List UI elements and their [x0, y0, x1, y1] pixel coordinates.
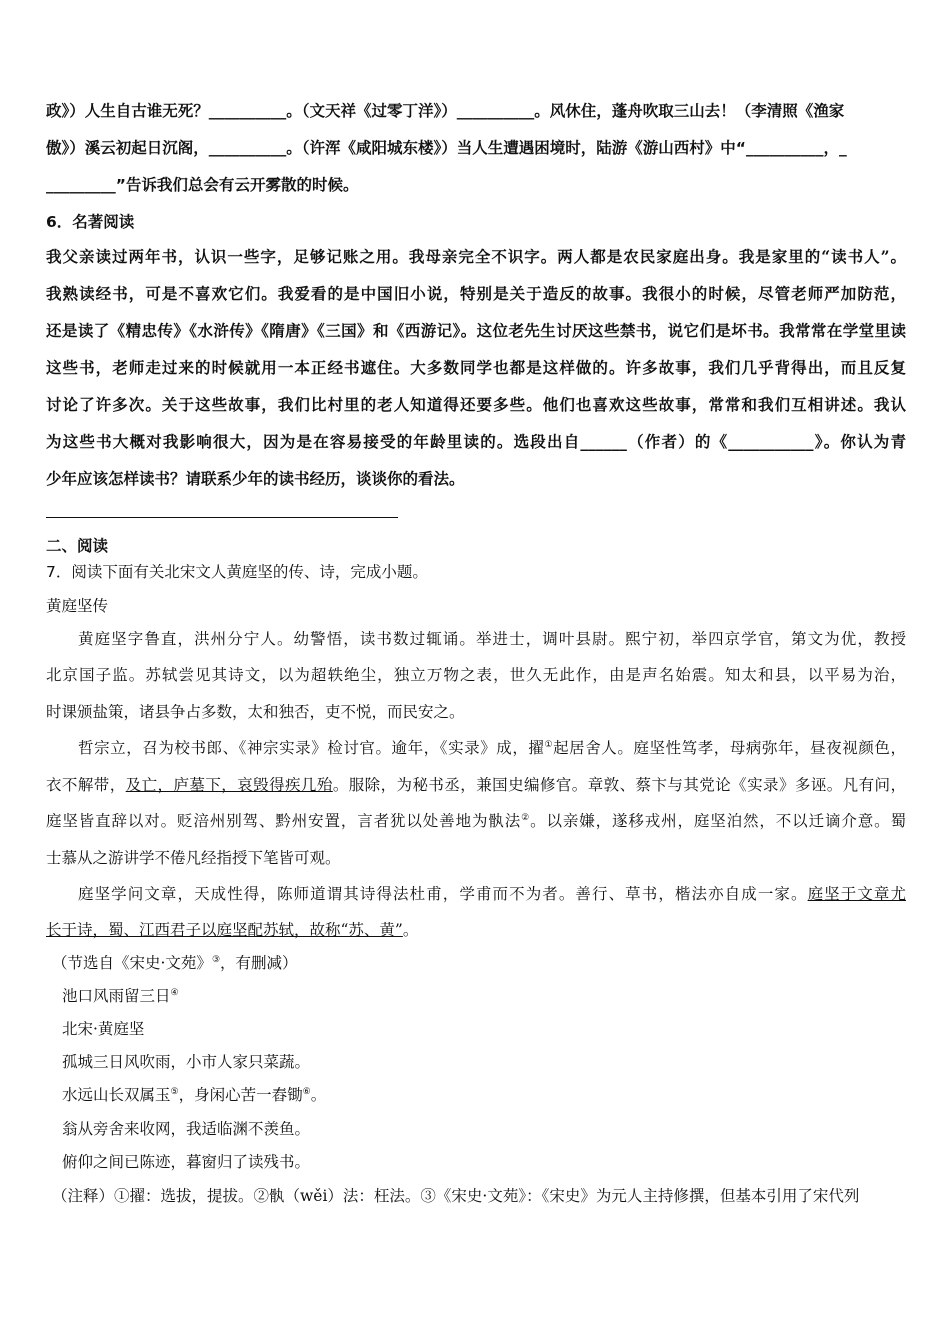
answer-line: [46, 517, 398, 518]
underlined-sentence-2b: 长于诗，蜀、江西君子以庭坚配苏轼，故称“苏、黄”: [46, 921, 403, 939]
poem-title: 池口风雨留三日④: [62, 987, 179, 1005]
q6-passage-line-1: 我父亲读过两年书，认识一些字，足够记账之用。我母亲完全不识字。两人都是农民家庭出身。我是家里的“读书人”。: [46, 247, 906, 266]
poem-fill-line-1: 政》）人生自古谁无死？__________。（文天祥《过零丁洋》）__________。风休住，蓬舟吹取三山去！（李清照《渔家: [46, 102, 845, 120]
bio-title: 黄庭坚传: [46, 597, 109, 615]
bio-p3-line-1: 庭坚学问文章，天成性得，陈师道谓其诗得法杜甫，学甫而不为者。善行、草书，楷法亦自成一家。庭坚于文章尤: [78, 885, 906, 903]
underlined-sentence-2a: 庭坚于文章尤: [807, 885, 906, 903]
q6-passage-line-2: 我熟读经书，可是不喜欢它们。我爱看的是中国旧小说，特别是关于造反的故事。我很小的时候，尽管老师严加防范，: [46, 284, 906, 303]
bio-p2-line-3: 庭坚皆直辞以对。贬涪州别驾、黔州安置，言者犹以处善地为骫法②。以亲嫌，遂移戎州，庭坚泊然，不以迁谪介意。蜀: [46, 812, 906, 830]
poem-line-3: 翁从旁舍来收网，我适临渊不羡鱼。: [62, 1120, 311, 1138]
q6-passage-line-4: 这些书，老师走过来的时候就用一本正经书遮住。大多数同学也都是这样做的。许多故事，我们几乎背得出，而且反复: [46, 358, 906, 377]
q6-passage-line-3: 还是读了《精忠传》《水浒传》《隋唐》《三国》和《西游记》。这位老先生讨厌这些禁书，说它们是坏书。我常常在学堂里读: [46, 321, 906, 340]
bio-p1-line-2: 北京国子监。苏轼尝见其诗文，以为超轶绝尘，独立万物之表，世久无此作，由是声名始震。知太和县，以平易为治，: [46, 666, 906, 684]
question-6-title: 6．名著阅读: [46, 213, 135, 231]
q6-passage-line-6: 为这些书大概对我影响很大，因为是在容易接受的年龄里读的。选段出自______（作者）的《___________》。你认为青: [46, 432, 906, 451]
poem-fill-line-3: _________”告诉我们总会有云开雾散的时候。: [46, 176, 359, 194]
underlined-sentence-1: 及亡，庐墓下，哀毁得疾几殆: [125, 776, 333, 794]
q6-passage-line-7: 少年应该怎样读书？请联系少年的读书经历，谈谈你的看法。: [46, 469, 465, 488]
poem-author: 北宋·黄庭坚: [62, 1020, 145, 1038]
question-7-intro: 7．阅读下面有关北宋文人黄庭坚的传、诗，完成小题。: [46, 563, 428, 581]
poem-line-4: 俯仰之间已陈迹，暮窗归了读残书。: [62, 1153, 311, 1171]
poem-fill-line-2: 傲》）溪云初起日沉阁，__________。（许浑《咸阳城东楼》）当人生遭遇困境时，陆游《游山西村》中“__________，_: [46, 139, 847, 157]
poem-line-1: 孤城三日风吹雨，小市人家只菜蔬。: [62, 1053, 311, 1071]
source-note: （节选自《宋史·文苑》③，有删减）: [52, 954, 298, 972]
bio-p1-line-3: 时课颁盐策，诸县争占多数，太和独否，吏不悦，而民安之。: [46, 703, 465, 721]
section-2-heading: 二、阅读: [46, 537, 109, 555]
q6-passage-line-5: 讨论了许多次。关于这些故事，我们比村里的老人知道得还要多些。他们也喜欢这些故事，常常和我们互相讲述。我认: [46, 395, 906, 414]
poem-line-2: 水远山长双属玉⑤，身闲心苦一舂锄⑥。: [62, 1086, 327, 1104]
annotation-note: （注释）①擢：选拔，提拔。②骫（wěi）法：枉法。③《宋史·文苑》：《宋史》为元人主持修撰，但基本引用了宋代列: [52, 1187, 860, 1205]
bio-p2-line-2: 衣不解带，及亡，庐墓下，哀毁得疾几殆。服除，为秘书丞，兼国史编修官。章敦、蔡卞与其党论《实录》多诬。凡有问，: [46, 776, 906, 794]
bio-p2-line-1: 哲宗立，召为校书郎、《神宗实录》检讨官。逾年，《实录》成，擢①起居舍人。庭坚性笃孝，母病弥年，昼夜视颜色，: [78, 739, 906, 757]
bio-p3-line-2: 长于诗，蜀、江西君子以庭坚配苏轼，故称“苏、黄”。: [46, 921, 419, 939]
bio-p1-line-1: 黄庭坚字鲁直，洪州分宁人。幼警悟，读书数过辄诵。举进士，调叶县尉。熙宁初，举四京学官，第文为优，教授: [78, 630, 906, 648]
bio-p2-line-4: 士慕从之游讲学不倦凡经指授下笔皆可观。: [46, 849, 341, 867]
